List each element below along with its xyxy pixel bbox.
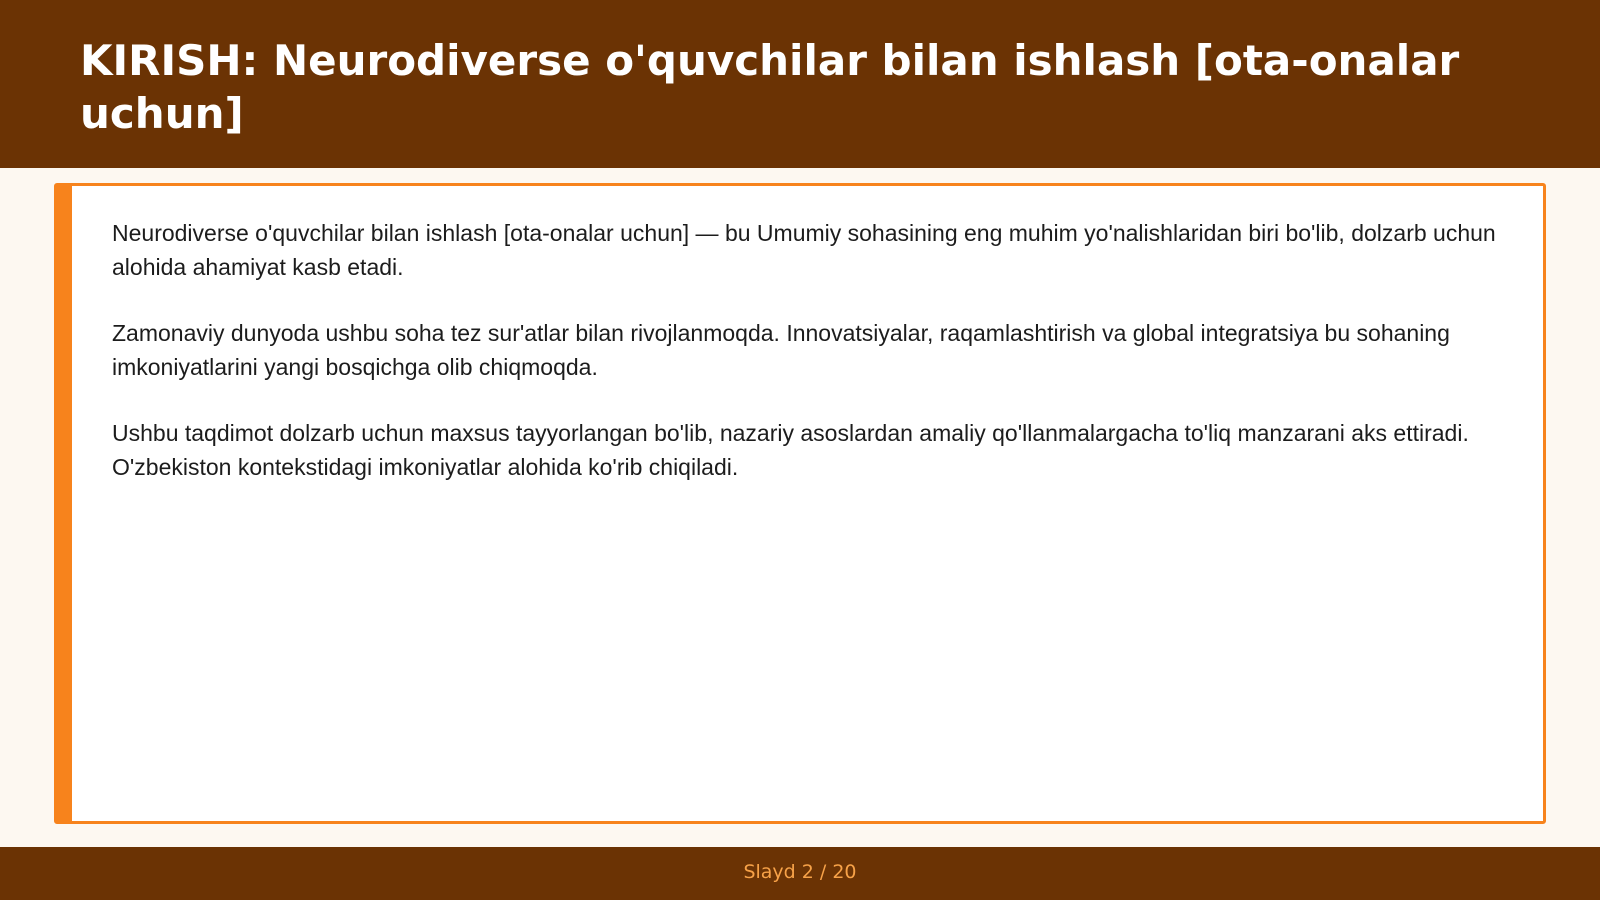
intro-paragraph: Neurodiverse o'quvchilar bilan ishlash [ota-onalar uchun] — bu Umumiy sohasining eng muhim yo'nalishlaridan biri bo'lib, dolzarb uchun alohida ahamiyat kasb etadi.: [112, 220, 1496, 280]
slide-counter: Slayd 2 / 20: [743, 861, 857, 883]
slide-footer: [0, 847, 1600, 900]
slide-title: KIRISH: Neurodiverse o'quvchilar bilan ishlash [ota-onalar uchun]: [80, 36, 1460, 138]
content-card: [54, 183, 1546, 824]
development-paragraph: Zamonaviy dunyoda ushbu soha tez sur'atlar bilan rivojlanmoqda. Innovatsiyalar, raqamlashtirish va global integratsiya bu sohaning imkoniyatlarini yangi bosqichga olib chiqmoqda.: [112, 320, 1450, 380]
content-text: [112, 216, 1502, 516]
slide-header: [0, 0, 1600, 168]
presentation-paragraph: Ushbu taqdimot dolzarb uchun maxsus tayyorlangan bo'lib, nazariy asoslardan amaliy qo'llanmalargacha to'liq manzarani aks ettiradi. O'zbekiston kontekstidagi imkoniyatlar alohida ko'rib chiqiladi.: [112, 420, 1469, 480]
